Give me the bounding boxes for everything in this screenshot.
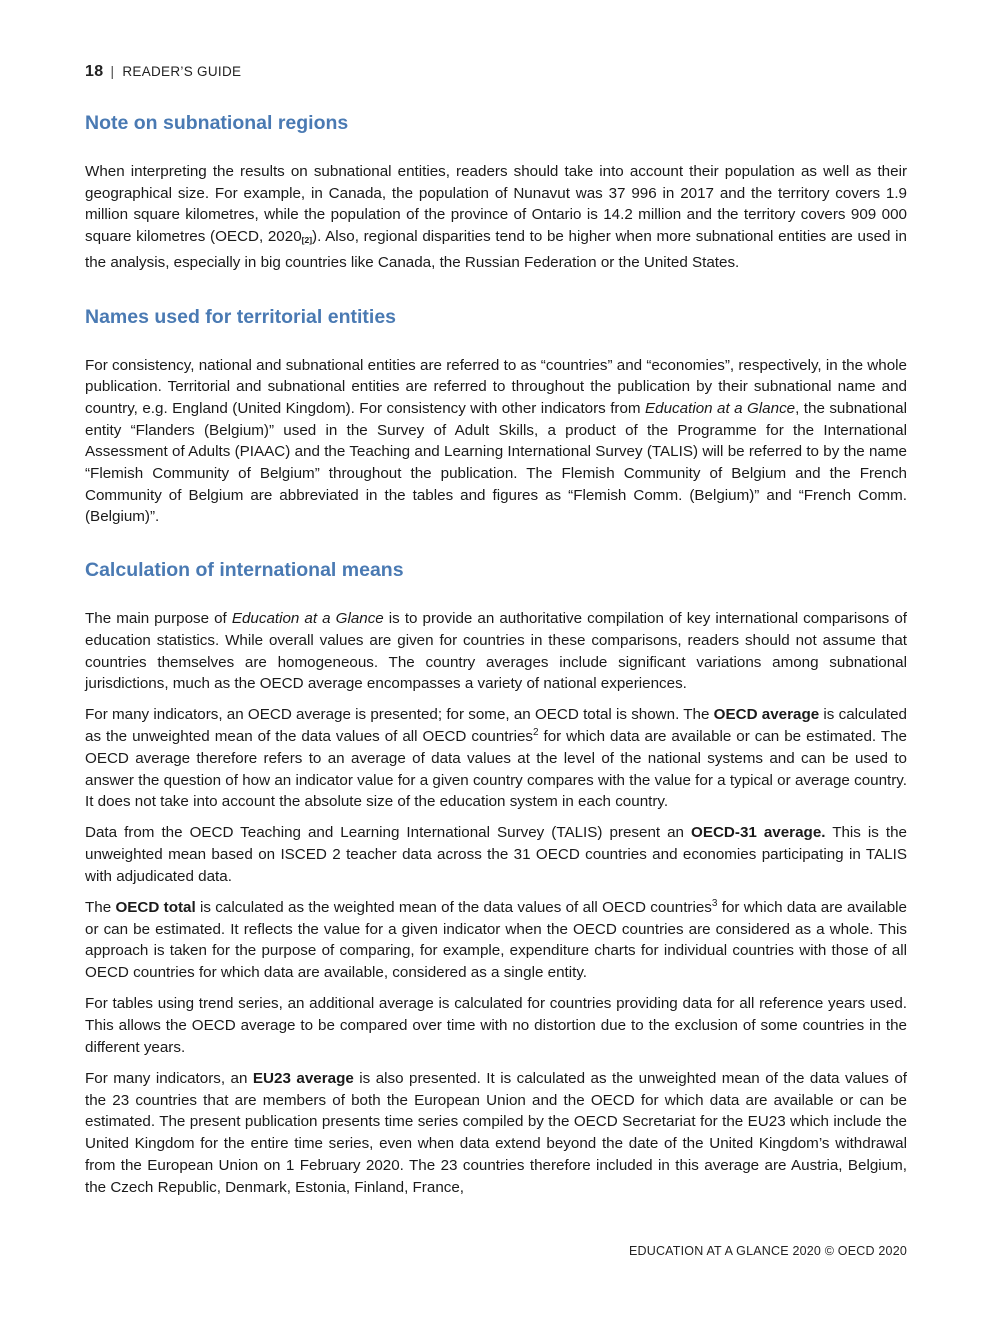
text-run: ). Also, regional disparities tend to be higher when more subnational entities are used in the analysis, especially in big countries like Canada, the Russian Federation or the United States.: [85, 228, 907, 271]
text-run: is also presented. It is calculated as the unweighted mean of the data values of the 23 countries that are members of both the European Union and the OECD for which data are available or can be estimated. The present publication presents time series compiled by the OECD Secretariat for the EU23 which include the United Kingdom for the entire time series, even when data extend beyond the date of the United Kingdom’s withdrawal from the European Union on 1 February 2020. The 23 countries therefore included in this average are Austria, Belgium, the Czech Republic, Denmark, Estonia, Finland, France,: [85, 1070, 907, 1196]
text-run: For many indicators, an OECD average is presented; for some, an OECD total is shown. The: [85, 706, 714, 724]
section-heading: Calculation of international means: [85, 559, 404, 582]
text-run: The main purpose of: [85, 610, 232, 628]
section-territorial-entities: [85, 304, 907, 529]
paragraph: [85, 1068, 907, 1198]
page-number: 18: [85, 63, 104, 80]
paragraph: [85, 704, 907, 813]
section-label: READER’S GUIDE: [122, 64, 242, 79]
text-run: For tables using trend series, an additional average is calculated for countries providing data for all reference years used. This allows the OECD average to be compared over time with no distortion due to the exclusion of some countries in the different years.: [85, 995, 907, 1056]
text-run: is calculated as the weighted mean of the data values of all OECD countries: [195, 899, 712, 917]
publication-title: Education at a Glance: [231, 610, 384, 628]
reference-marker[interactable]: [2]: [301, 235, 313, 246]
section-heading: Names used for territorial entities: [85, 305, 397, 328]
publication-title: Education at a Glance: [645, 399, 796, 417]
paragraph: [85, 897, 907, 984]
text-run: for which data are available or can be estimated. It reflects the value for a given indicator when the OECD countries are considered as a whole. This approach is taken for the purpose of comparing, for example, expenditure charts for individual countries with those of all OECD countries for which data are available, considered as a single entity.: [85, 899, 907, 982]
defined-term: OECD total: [115, 899, 196, 917]
text-run: For many indicators, an: [85, 1070, 253, 1087]
defined-term: OECD-31 average.: [691, 824, 826, 842]
defined-term: OECD average: [713, 706, 820, 724]
section-international-means: [85, 557, 907, 1198]
main-content: [85, 110, 907, 1208]
paragraph: [85, 161, 907, 274]
text-run: Data from the OECD Teaching and Learning International Survey (TALIS) present an: [85, 824, 692, 842]
text-run: for which data are available or can be estimated. The OECD average therefore refers to an average of data values at the level of the national systems and can be used to answer the question of how an indicator value for a given country compares with the value for a typical or average country. It does not take into account the absolute size of the education system in each country.: [85, 728, 907, 811]
page-footer: EDUCATION AT A GLANCE 2020 © OECD 2020: [628, 1244, 907, 1258]
paragraph: [85, 608, 907, 695]
defined-term: EU23 average: [252, 1070, 354, 1087]
header-separator: |: [110, 64, 115, 79]
text-run: This is the unweighted mean based on ISCED 2 teacher data across the 31 OECD countries and economies participating in TALIS with adjudicated data.: [85, 824, 907, 885]
text-run: When interpreting the results on subnational entities, readers should take into account their population as well as their geographical size. For example, in Canada, the population of Nunavut was 37 996 in 2017 and the territory covers 1.9 million square kilometres, while the population of the province of Ontario is 14.2 million and the territory covers 909 000 square kilometres (OECD, 2020: [85, 163, 907, 246]
footnote-marker[interactable]: 3: [711, 898, 718, 910]
running-header: [85, 63, 241, 81]
footnote-marker[interactable]: 2: [532, 727, 539, 739]
section-heading: Note on subnational regions: [85, 112, 349, 134]
paragraph: [85, 993, 907, 1058]
paragraph: [85, 822, 907, 887]
text-run: is calculated as the unweighted mean of the data values of all OECD countries: [85, 706, 907, 746]
text-run: For consistency, national and subnational entities are referred to as “countries” and “economies”, respectively, in the whole publication. Territorial and subnational entities are referred to throughout the publication by their subnational name and country, e.g. England (United Kingdom). For consistency with other indicators from: [85, 356, 907, 417]
text-run: is to provide an authoritative compilation of key international comparisons of education statistics. While overall values are given for countries in these comparisons, readers should not assume that countries themselves are homogeneous. The country averages include significant variations among subnational jurisdictions, much as the OECD average encompasses a variety of national experiences.: [85, 610, 907, 693]
text-run: , the subnational entity “Flanders (Belgium)” used in the Survey of Adult Skills, a product of the Programme for the International Assessment of Adults (PIAAC) and the Teaching and Learning International Survey (TALIS) will be referred to by the name “Flemish Community of Belgium” throughout the publication. The Flemish Community of Belgium and the French Community of Belgium are abbreviated in the tables and figures as “Flemish Comm. (Belgium)” and “French Comm. (Belgium)”.: [85, 399, 908, 526]
paragraph: [85, 355, 907, 529]
section-subnational-regions: [85, 110, 907, 274]
text-run: The: [85, 899, 116, 917]
